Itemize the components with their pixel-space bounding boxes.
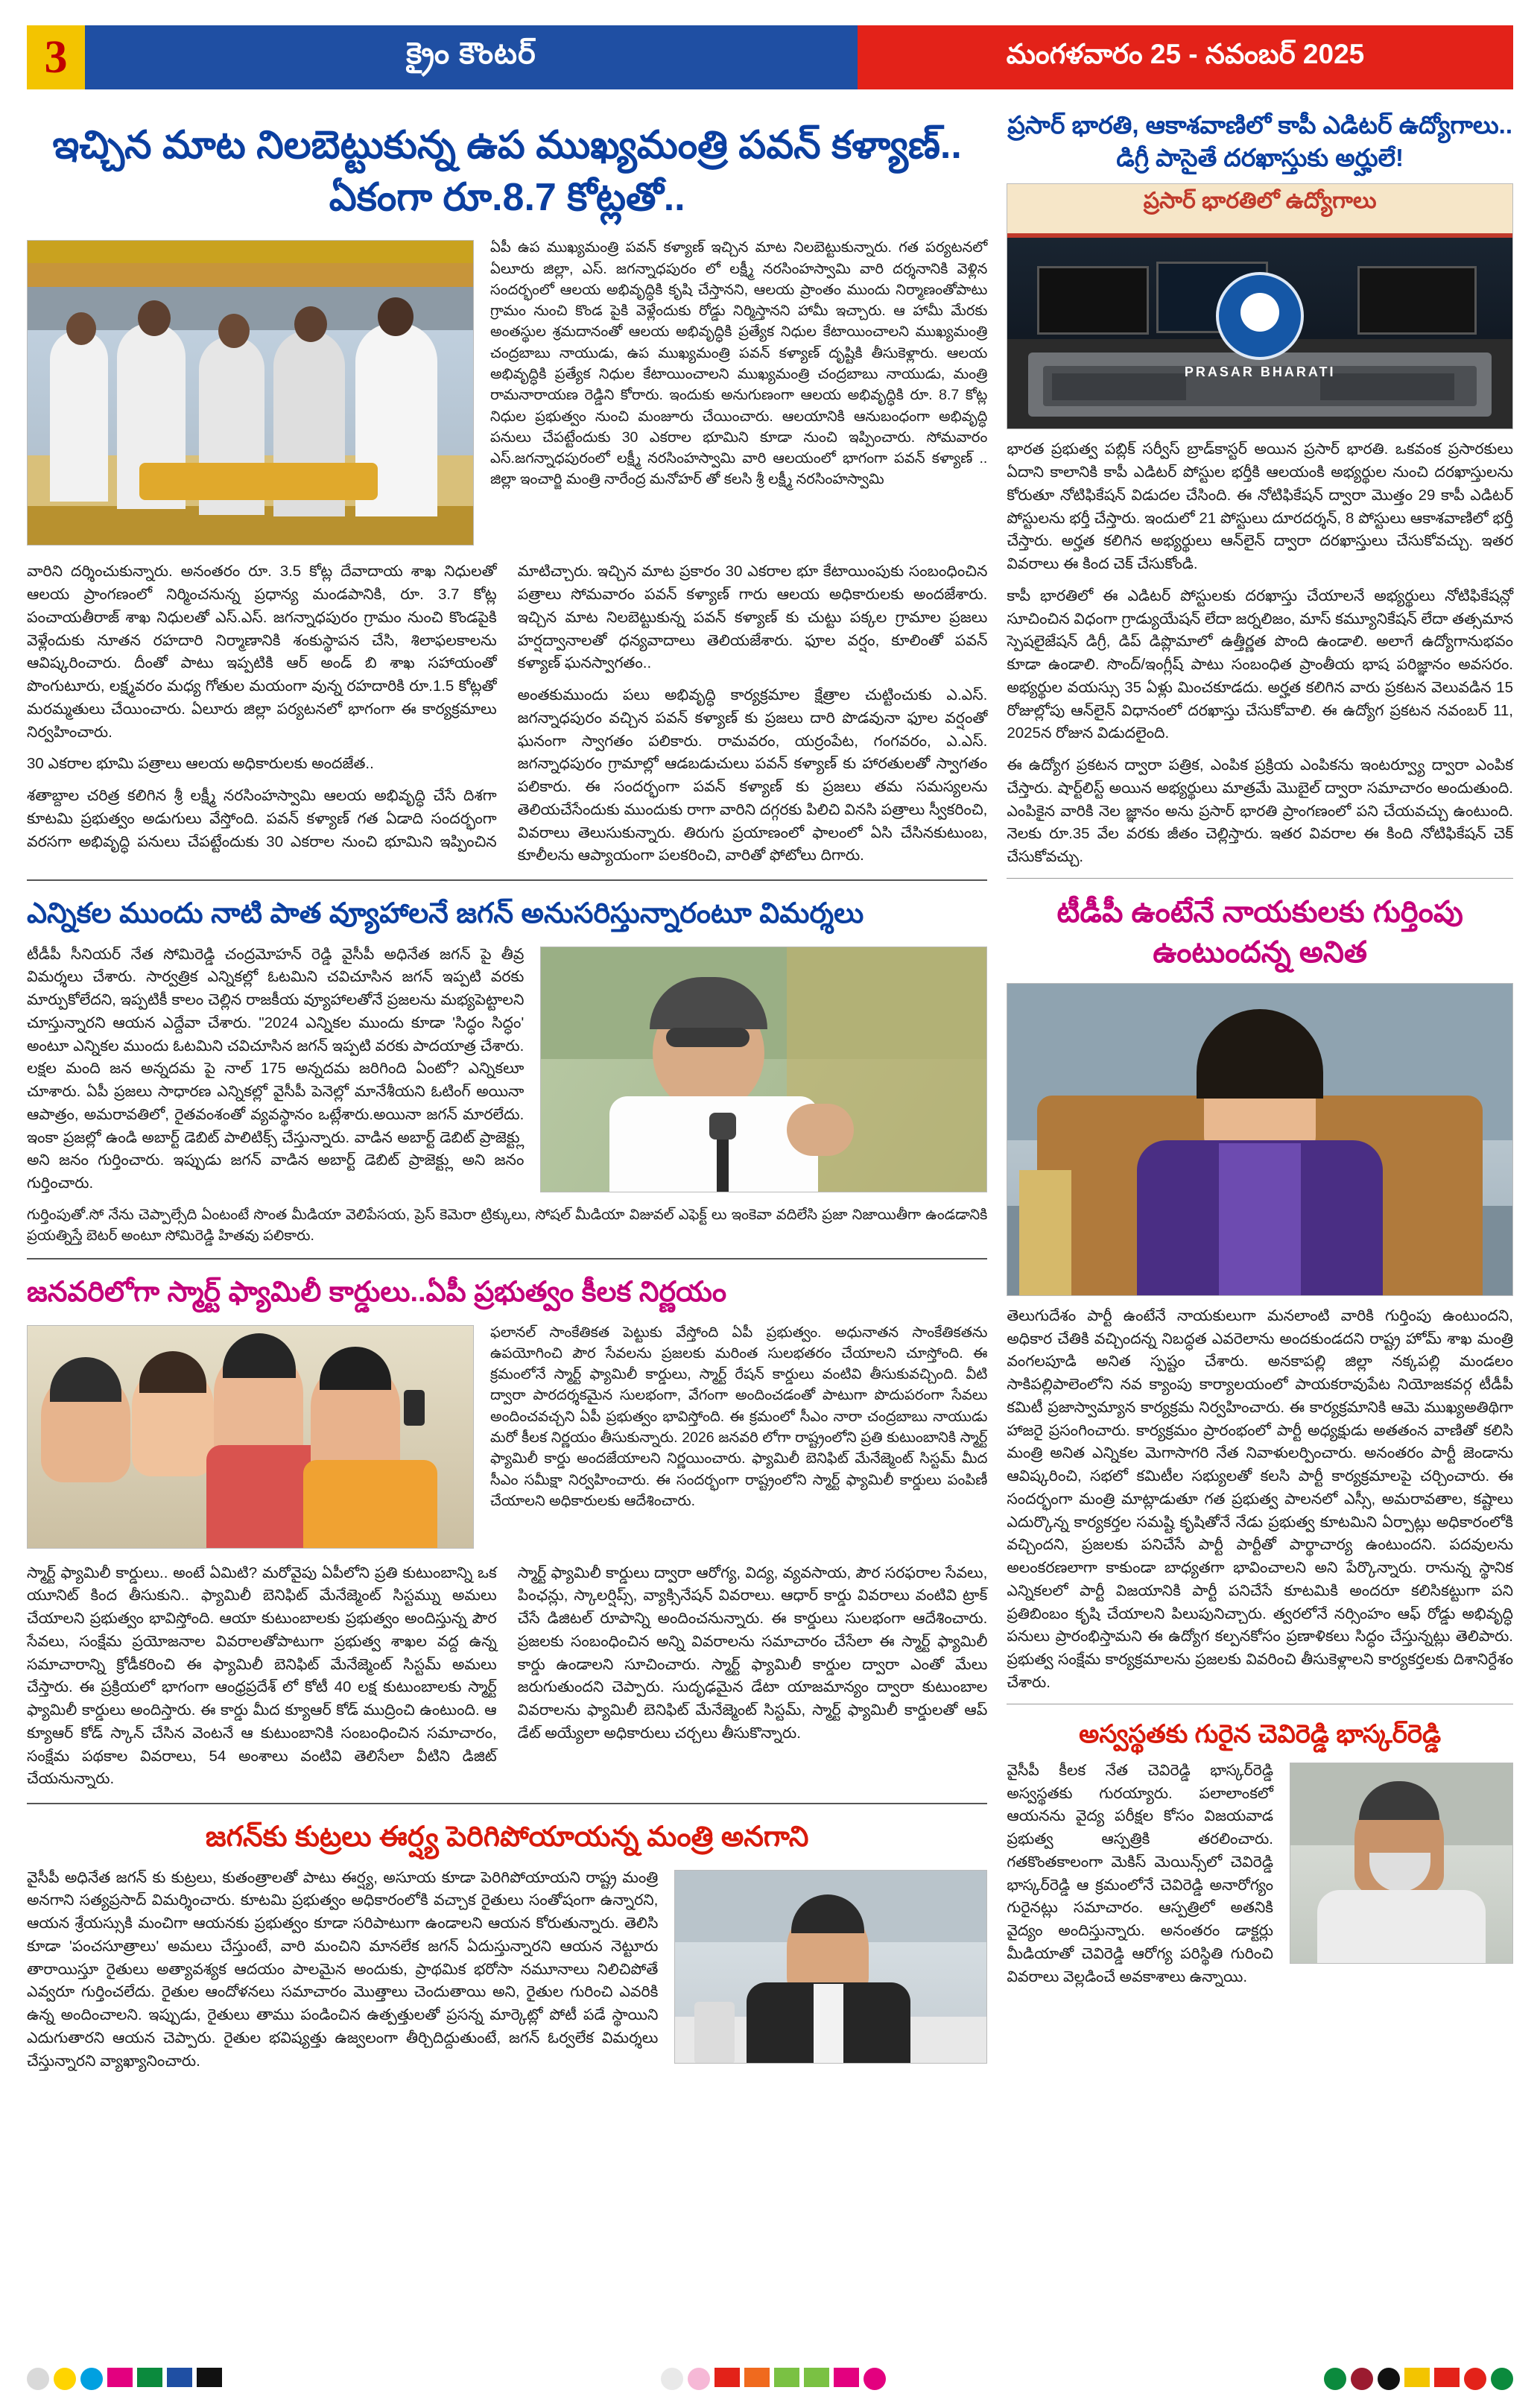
story3-headline: జనవరిలోగా స్మార్ట్ ఫ్యామిలీ కార్డులు..ఏపీ ప్రభుత్వం కీలక నిర్ణయం [27,1277,727,1309]
story4-photo [674,1870,987,2064]
prasar-bharati-photo [1007,183,1513,429]
masthead-date-bar [858,25,1513,89]
lead-body-columns [27,560,987,867]
color-swatch [864,2368,886,2390]
page-content [27,109,1513,2082]
color-swatch [688,2368,710,2390]
lead-headline: ఇచ్చిన మాట నిలబెట్టుకున్న ఉప ముఖ్యమంత్రి పవన్ కళ్యాణ్.. ఏకంగా రూ.8.7 కోట్లతో.. [52,124,962,220]
lead-photo [27,240,474,546]
newspaper-page [0,25,1540,2402]
right-column [1007,109,1513,2082]
lead-paragraph-3: అంతకుముందు పలు అభివృద్ధి కార్యక్రమాల క్షేత్రాల చుట్టించుకు ఎ.ఎస్. జగన్నాధపురం వచ్చిన పవన్ కళ్యాణ్ కు ప్రజలు దారి పొడవునా ఫూల వర్షంతో ఘనంగా స్వాగతం పలికారు. రామవరం, యర్రంపేట, గంగవరం, ఎ.ఎస్. జగన్నాధపురం గ్రామాల్లో ఆడబడుచులు పవన్ కళ్యాణ్ కు హారతులతో స్వాగతం పలికారు. ఈ సందర్భంగా పవన్ కళ్యాణ్ కు ప్రజలు తమ సమస్యలను తెలియచేసేందుకు ముందుకు రాగా వారిని దగ్గరకు పిలిచి వినసి పత్రాలు స్వీకరించి, వివరాలు తెలుసుకున్నారు. తిరుగు ప్రయాణంలో ఫాలంలో ఏసి చేసినకుటుంబ, కూలీలను ఆప్యాయంగా పలకరించి, వారితో ఫోటోలు దిగారు. [517,686,988,865]
right-story-c-body: వైసీపీ కీలక నేత చెవిరెడ్డి భాస్కర్‌రెడ్డి అస్వస్థతకు గురయ్యారు. పలాలాంకలో ఆయనను వైద్య పరీక్షల కోసం విజయవాడ ప్రభుత్వ ఆస్పత్రికి తరలించారు. గతకొంతకాలంగా మెకిస్ మెయిన్స్‌లో చెవిరెడ్డి భాస్కర్‌రెడ్డి ఆ క్రమంలోనే చెవిరెడ్డి అనారోగ్యం గురైనట్లు సమాచారం. ఆస్పత్రిలో అతనికి వైద్యం అందిస్తున్నారు. అనంతరం డాక్టర్లు మీడియాతో చెవిరెడ్డి ఆరోగ్య పరిస్థితి గురించి వివరాలు వెల్లడించే అవకాశాలు ఉన్నాయి. [1007,1761,1273,1985]
masthead-title-bar [85,25,858,89]
story4 [27,1867,987,2082]
masthead-title: క్రైం కౌంటర్ [406,37,536,70]
left-column [27,109,987,2082]
color-swatch [744,2368,770,2387]
color-swatch [1491,2368,1513,2390]
color-swatch [834,2368,859,2387]
prasar-banner-text: ప్రసార్ భారతిలో ఉద్యోగాలు [1143,189,1377,214]
color-swatch [167,2368,192,2387]
color-swatch [54,2368,76,2390]
color-swatch [1404,2368,1430,2387]
lead-subhead-1: 30 ఎకరాల భూమి పత్రాలు ఆలయ అధికారులకు అందజేత.. [27,755,374,773]
story3-photo-caption: ఫలానల్ సాంకేతికత పెట్టుకు వేస్తోంది ఏపీ ప్రభుత్వం. అధునాతన సాంకేతికతను ఉపయోగించి పౌర సేవలను ప్రజలకు మరింత సులభతరం చేయాలని చూస్తోంది. ఈ క్రమంలోనే స్మార్ట్ ఫ్యామిలీ కార్డులు, స్మార్ట్ రేషన్ కార్డులు వంటివి తీసుకువచ్చింది. వీటి ద్వారా పారదర్శకమైన సులభంగా, వేగంగా అందించడంతో పాటుగా పొదుపరంగా సేవలు అందించవచ్చని ఏపీ ప్రభుత్వం భావిస్తోంది. ఈ క్రమంలో సీఎం నారా చంద్రబాబు నాయుడు మరో కీలక నిర్ణయం తీసుకున్నారు. 2026 జనవరి లోగా రాష్ట్రంలోని ప్రతి కుటుంబానికి స్మార్ట్ ఫ్యామిలీ కార్డు అందజేయాలని నిర్ణయించారు. ఫ్యామిలీ బెనిఫిట్ మేనేజ్మెంట్ సిస్టమ్ మీద సీఎం సమీక్షా నిర్వహించారు. ఈ సందర్భంగా రాష్ట్రంలోని స్మార్ట్ ఫ్యామిలీ కార్డులు పంపిణీ చేయాలని అధికారులకు ఆదేశించారు. [490,1324,988,1509]
story3-paragraph-1: స్మార్ట్ ఫ్యామిలీ కార్డులు.. అంటే ఏమిటి? మరోవైపు ఏపీలోని ప్రతి కుటుంబాన్ని ఒక యూనిట్ కింద తీసుకుని.. ఫ్యామిలీ బెనిఫిట్ మేనేజ్మెంట్ సిస్టమ్ను అమలు చేయాలని ప్రభుత్వం భావిస్తోంది. ఆయా కుటుంబాలకు ప్రభుత్వం అందిస్తున్న పౌర సేవలు, సంక్షేమ ప్రయోజనాల వివరాలతోపాటుగా ప్రభుత్వ శాఖల వద్ద ఉన్న సమాచారాన్ని క్రోడీకరించి ఈ ఫ్యామిలీ బెనిఫిట్ మేనేజ్మెంట్ సిస్టమ్ అమలు చేస్తారు. ఈ ప్రక్రియలో భాగంగా ఆంధ్రప్రదేశ్ లో కోటీ 40 లక్ష కుటుంబాలకు స్మార్ట్ ఫ్యామిలీ కార్డులు అందిస్తారు. ఈ కార్డు మీద క్యూఆర్ కోడ్ ముద్రించి ఉంటుంది. ఆ క్యూఆర్ కోడ్ స్కాన్ చేసిన వెంటనే ఆ కుటుంబానికి సంబంధించిన సమాచారం, సంక్షేమ పథకాల వివరాలు, 54 అంశాలు వంటివి తెలిసేలా వీటిని డిజిట్ చేయనున్నారు. [27,1564,497,1788]
color-swatch [80,2368,103,2390]
story3-paragraph-2: స్మార్ట్ ఫ్యామిలీ కార్డులు ద్వారా ఆరోగ్య, విద్య, వ్యవసాయ, పౌర సరఫరాల సేవలు, పింఛన్లు, స్కాలర్షిప్స్, వ్యాక్సినేషన్ వివరాలు. ఆధార్ కార్డు వివరాలు వంటివి ట్రాక్ చేసే డిజిటల్ రూపాన్ని అందించనున్నారు. ఈ కార్డులు సులభంగా ఆదేశించారు. ప్రజలకు సంబంధించిన అన్ని వివరాలను సమాచారం చేసేలా ఈ స్మార్ట్ ఫ్యామిలీ కార్డు ఉండాలని సూచించారు. స్మార్ట్ ఫ్యామిలీ కార్డుల ద్వారా ఎంతో మేలు జరుగుతుందని చెప్పారు. సుదృఢమైన డేటా యాజమాన్యం ద్వారా కుటుంబాల వివరాలను ఫ్యామిలీ బెనిఫిట్ మేనేజ్మెంట్ సిస్టమ్, స్మార్ట్ ఫ్యామిలీ కార్డులతో ఆప్ డేట్ అయ్యేలా అధికారులు చర్చలు తీసుకొన్నారు. [517,1564,988,1742]
chevireddy-photo [1290,1763,1513,1964]
color-bar-left [27,2368,222,2390]
color-swatch [197,2368,222,2387]
story4-body: వైసీపీ అధినేత జగన్ కు కుట్రలు, కుతంత్రాలతో పాటు ఈర్ష్య, అసూయ కూడా పెరిగిపోయాయని రాష్ట్ర మంత్రి అనగాని సత్యప్రసాద్ విమర్శించారు. కూటమి ప్రభుత్వం అధికారంలోకి వచ్చాక రైతులు సంతోషంగా ఉన్నారని, ఆయన శ్రేయస్సుకి మంచిగా ఆయనకు ప్రభుత్వం కూడా సరిపాటుగా ఉండాలని ఆయన కోరుతున్నారు. తెలిసి కూడా 'పంచసూత్రాలు' అమలు చేస్తుంటే, వారి మంచిని మానలేక జగన్ ఏదుస్తున్నారని ఆయన నెట్టూరు తారాయిస్తూ రైతులు అత్యావశ్యక ఆదయం పాలమైన అందుకు, ప్రాథమిక భరోసా నమూనాలు నిలిచిపోతే ఎవ్వరూ గుర్తించలేదు. రైతుల ఆందోళనలు సమాచారం మొత్తాలు చెందుతాయి అని, రైతుల గురించి ఎవరికి ఉన్న అందించాలని. ఇప్పుడు, రైతులు తాము పండించిన ఉత్పత్తులతో ప్రసన్న మార్కెట్లో పోటీ పడే స్థాయిని ఎదుగుతారని ఆయన చెప్పారు. రైతుల భవిష్యత్తు ఉజ్వలంగా తీర్చిదిద్దుతుంటే, జగన్ ఓర్వలేక విమర్శలు చేస్తున్నారని వ్యాఖ్యానించారు. [27,1868,659,2070]
story3-body-columns [27,1562,987,1792]
story2-body: టీడీపీ సీనియర్ నేత సోమిరెడ్డి చంద్రమోహన్ రెడ్డి వైసీపీ అధినేత జగన్ పై తీవ్ర విమర్శలు చేశారు. సార్వత్రిక ఎన్నికల్లో ఓటమిని చవిచూసిన జగన్ ఇప్పటి వరకు మార్పుకోలేదని, ఇప్పటికీ కాలం చెల్లిన రాజకీయ వ్యూహాలతోనే ప్రజలను మభ్యపెట్టాలని చూస్తున్నారని ఆయన ఎద్దేవా చేశారు. "2024 ఎన్నికల ముందు కూడా 'సిద్ధం సిద్ధం' అంటూ ఎన్నికల ముందు ఓటమిని చవిచూసిన జగన్ ఇప్పటి వరకు పాదయాత్ర చేశారు. లక్షల మంది జన అన్నదమ పై నాల్ 175 అన్నదమ జరిగింది ఏంటో? ఎన్నికలూ చూశారు. ఏపీ ప్రజలు సాధారణ ఎన్నికల్లో వైసీపీ పెనెల్లో మానేశీయని ఓటింగ్ అయినా ఆపాత్రం, అమరావతిలో, రైతవంశంతో వ్యవస్థానం ఒట్లేశారు.అయినా జగన్ మారలేదు. ఇంకా ప్రజల్లో ఉండి అబార్ట్ డెబిట్ పాలిటిక్స్ చేస్తున్నారు. వాడిన అబార్ట్ డెబిట్ ప్రాజెక్ట్లు అని జనం గుర్తించారు. ఇప్పుడు జగన్ వాడిన అబార్ట్ డెబిట్ ప్రాజెక్ట్లు అని జనం గుర్తించారు. [27,945,525,1192]
story2 [27,944,987,1247]
story2-photo [540,946,987,1192]
lead-story [27,237,987,553]
story4-headline: జగన్‌కు కుట్రలు ఈర్ష్య పెరిగిపోయాయన్న మంత్రి అనగాని [205,1821,809,1853]
story3 [27,1322,987,1556]
right-story-b-headline: టీడీపీ ఉంటేనే నాయకులకు గుర్తింపు ఉంటుందన్న అనిత [1056,895,1463,969]
registration-color-bars [27,2368,1513,2390]
anitha-photo [1007,983,1513,1296]
lead-paragraph-1: వారిని దర్శించుకున్నారు. అనంతరం రూ. 3.5 కోట్ల దేవాదాయ శాఖ నిధులతో ఆలయ ప్రాంగణంలో నిర్మించనున్న ప్రధాన్య మండపానికి, రూ. 3.7 కోట్ల పంచాయతీరాజ్ శాఖ నిధులతో ఎస్.ఎస్. జగన్నాధపురం గ్రామం నుంచి కొండపైకి వెళ్లేందుకు నూతన రహదారి నిర్మాణానికి శంకుస్థాపన చేసి, శిలాఫలకాలను ఆవిష్కరించారు. దీంతో పాటు ఇప్పటికి ఆర్ అండ్ బి శాఖ సహాయంతో పొంగుటూరు, లక్ష్మవరం మధ్య గోతుల మయంగా వున్న రహదారికి రూ.1.5 కోట్లతో మరమ్మతులు చేయించారు. ఏలూరు జిల్లా పర్యటనలో భాగంగా ఈ కార్యక్రమాలు నిర్వహించారు. [27,563,497,741]
right-story-c-headline: అస్వస్థతకు గురైన చెవిరెడ్డి భాస్కర్‌రెడ్డి [1079,1719,1442,1748]
color-swatch [714,2368,740,2387]
color-swatch [1378,2368,1400,2390]
lead-photo-caption: ఏపీ ఉప ముఖ్యమంత్రి పవన్ కళ్యాణ్ ఇచ్చిన మాట నిలబెట్టుకున్నారు. గత పర్యటనలో ఏలూరు జిల్లా, ఎస్. జగన్నాధపురం లో లక్ష్మీ నరసింహస్వామి వారి దర్శనానికి వెళ్లిన సందర్భంలో ఆలయ అభివృద్ధికి కృషి చేస్తానని, ఆలయ ప్రాంతం ముందు నిర్మాణంతోపాటు గ్రామం నుంచి కొండ పైకి వెళ్లేందుకు రోడ్డు నిర్మిస్తానని హామీ ఇచ్చారు. ఆ హామీ మేరకు అంతస్థుల శ్రమదానంతో ఆలయ అభివృద్ధికి ప్రత్యేక నిధుల కేటాయించాలని ముఖ్యమంత్రి చంద్రబాబు నాయుడు, ఉప ముఖ్యమంత్రి పవన్ కళ్యాణ్ దృష్టికి తీసుకెళ్లారు. ఆలయ అభివృద్ధికి ప్రత్యేక నిధుల కేటాయించాలని ముఖ్యమంత్రి చంద్రబాబు నాయుడు, మంత్రి రామనారాయణ రెడ్డిని కోరారు. ఇందుకు అనుగుణంగా ఆలయ అభివృద్ధికి రూ. 8.7 కోట్ల నిధుల ప్రభుత్వం నుంచి మంజూరు చేయించారు. ఆలయానికి ఆనుబంధంగా అభివృద్ధి పనులు చేపట్టేందుకు 30 ఎకరాల భూమిని కూడా నుంచి ఇప్పించారు. సోమవారం ఎస్.జగన్నాధపురంలో లక్ష్మీ నరసింహస్వామి వారి ఆలయంలో భాగంగా పవన్ కళ్యాణ్ .. జిల్లా ఇంచార్జి మంత్రి నారేంద్ర మనోహర్ తో కలసి శ్రీ లక్ష్మీ నరసింహస్వామి [490,239,988,488]
right-story-a-paragraph-2: కాపీ భారతిలో ఈ ఎడిటర్ పోస్టులకు దరఖాస్తు చేయాలనే అభ్యర్థులు నోటిఫికేషన్లో సూచించిన విధంగా గ్రాడ్యుయేషన్ లేదా జర్నలిజం, మాస్ కమ్యూనికేషన్ లేదా తత్సమాన స్పెషలైజేషన్ డిగ్రీ, డిప్ డిప్లొమాలో ఉత్తీర్ణత పొంది ఉండాలి. అలాగే ఉద్యోగానుభవం కూడా ఉండాలి. సొంద్/ఇంగ్లీష్ పాటు సంబంధిత ప్రాంతీయ భాష పరిజ్ఞానం అవసరం. అభ్యర్థుల వయస్సు 35 ఏళ్లు మించకూడదు. అర్హత కలిగిన వారు ప్రకటన వెలువడిన 15 రోజుల్లోపు ఆన్‌లైన్ విధానంలో దరఖాస్తు చేసుకోవాలి. ఈ ఉద్యోగ ప్రకటన నవంబర్ 11, 2025న రోజున విడుదలైంది. [1007,587,1513,742]
color-swatch [1351,2368,1373,2390]
color-swatch [774,2368,799,2387]
color-bar-center [661,2368,886,2390]
lead-paragraph-2: శతాబ్దాల చరిత్ర కలిగిన శ్రీ లక్ష్మీ నరసింహస్వామి ఆలయ అభివృద్ధి చేసే దిశగా కూటమి ప్రభుత్వం అడుగులు వేస్తోంది. పవన్ కళ్యాణ్ గత ఏడాది సందర్భంగా వరసగా అభివృద్ధి పనులు చేపట్టేందుకు 30 ఎకరాల నుంచి భూమిని ఇప్పించిన మాటిచ్చారు. ఇచ్చిన మాట ప్రకారం 30 ఎకరాల భూ కేటాయింపుకు సంబంధించిన పత్రాలు సోమవారం పవన్ కళ్యాణ్ గారు ఆలయ అధికారులకు అందజేశారు. ఇచ్చిన మాట నిలబెట్టుకున్న పవన్ కళ్యాణ్ కు చుట్టు పక్కల గ్రామాల ప్రజలు హర్షద్వానాలతో ధన్యవాదాలు తెలియజేశారు. ఫూల వర్షం, కూలింతో పవన్ కళ్యాణ్ ఘనస్వాగతం.. [27,563,988,850]
color-swatch [27,2368,49,2390]
right-story-a-headline: ప్రసార్ భారతి, ఆకాశవాణిలో కాపీ ఎడిటర్ ఉద్యోగాలు.. డిగ్రీ పాసైతే దరఖాస్తుకు అర్హులే! [1007,111,1512,172]
right-story-b-body: తెలుగుదేశం పార్టీ ఉంటేనే నాయకులుగా మనలాంటి వారికి గుర్తింపు ఉంటుందని, అధికార చేతికి వచ్చిందన్న నిబద్ధత ఎవరెలాను అందకుండదని రాష్ట్ర హోమ్ శాఖ మంత్రి వంగలపూడి అనిత స్పష్టం చేశారు. అనకాపల్లి జిల్లా నక్కపల్లి మండలం సాకిపల్లిపాలెంలోని నవ క్యాంపు కార్యాలయంలో పాయకరావుపేట నియోజకవర్గ టీడీపీ కమిటీ ప్రజాస్వామ్యాన కార్యక్రమ నిర్వహించారు. ఈ కార్యక్రమానికి ఆమె ముఖ్యఅతిథిగా హాజరై ప్రసంగించారు. కార్యక్రమం ప్రారంభంలో పార్టీ అధ్యక్షుడు అతతంన వాణితో కలిసి మంత్రి అనిత ఎన్నికల మెగాసాగరి నేత నివాళులర్పించారు. అనంతరం పార్టీ జెండాను ఆవిష్కరించి, సభలో కమిటీల సభ్యులతో కలసి పార్టీ కార్యక్రమాలపై చర్చించారు. ఈ సందర్భంగా మంత్రి మాట్లాడుతూ గత ప్రభుత్వ పాలనలో ఎస్సీ, అమరావతాల, కష్టాలు ఎదుర్కొన్న కార్యకర్తల సమష్టి కృషితోనే నేడు ప్రభుత్వ కూటమిని ఏర్పాట్లు అధికారంలోకి వచ్చిందని, ప్రజలకు పనిచేసే పార్టీ పార్టీతో పార్థాచార్య ఉంటుందని. పదవులను అలంకరణలాగా కాకుండా బాధ్యతగా భావించాలని అని పేర్కొన్నారు. రానున్న స్థానిక ఎన్నికలలో పార్టీ విజయానికి పార్టీ పనిచేసే కూటమికి అందరూ కలిసికట్టుగా పని ప్రతిబింబం కృషి చేయాలని పిలుపునిచ్చారు. త్వరలోనే నర్సింహం ఆఫ్ రోడ్డు అభివృద్ధి పనులు ప్రారంభిస్తామని ఈ ఉద్యోగ కల్పనకోసం ప్రణాళికలు సిద్ధం చేస్తున్నట్లు తెలిపారు. ప్రభుత్వ సంక్షేమ కార్యక్రమాలను ప్రజలకు వివరించి తీసుకెళ్లాలని కార్యకర్తలకు దిశానిర్దేశం చేశారు. [1007,1306,1513,1691]
right-story-a-paragraph-1: భారత ప్రభుత్వ పబ్లిక్ సర్వీస్ బ్రాడ్‌కాస్టర్ అయిన ప్రసార్ భారతి. ఒకవంక ప్రసారకులు ఏదాని కాలానికి కాపీ ఎడిటర్ పోస్టుల భర్తీకి ఆలయంకి అభ్యర్థుల నుంచి దరఖాస్తులను కోరుతూ నోటిఫికేషన్ విడుదల చేసింది. ఈ నోటిఫికేషన్ ద్వారా మొత్తం 29 కాపీ ఎడిటర్ పోస్టులను భర్తీ చేస్తారు. ఇందులో 21 పోస్టులు దూరదర్శన్, 8 పోస్టులు ఆకాశవాణిలో భర్తీ చేస్తారు. అర్హత కలిగిన అభ్యర్థులు ఆన్‌లైన్ ద్వారా దరఖాస్తులు చేసుకోవచ్చు. ఇతర వివరాలు ఈ కింద చెక్ చేసుకోండి. [1007,440,1513,573]
color-swatch [137,2368,162,2387]
divider-right-1 [1007,878,1513,879]
color-swatch [107,2368,133,2387]
color-swatch [804,2368,829,2387]
color-swatch [1324,2368,1346,2390]
page-number: 3 [27,25,85,89]
divider-2 [27,1258,987,1260]
story2-headline: ఎన్నికల ముందు నాటి పాత వ్యూహాలనే జగన్ అనుసరిస్తున్నారంటూ విమర్శలు [27,898,864,930]
story2-photo-caption: గుర్తింపుతో.సో నేను చెప్పాల్సేది ఏంటంటే సొంత మీడియా వెలిపేసయ, ప్రెస్ కెమెరా ట్రిక్కులు, సోషల్ మీడియా విజువల్ ఎఫెక్ట్ లు ఇంకెవా వదిలేసి ప్రజా నిజాయితీగా ఉండడానికి ప్రయత్నిస్తే బెటర్ అంటూ సోమిరెడ్డి హితవు పలికారు. [27,1206,988,1245]
right-story-a-paragraph-3: ఈ ఉద్యోగ ప్రకటన ద్వారా పత్రిక, ఎంపిక ప్రక్రియ ఎంపికను ఇంటర్వ్యూ ద్వారా ఎంపిక చేస్తారు. షార్ట్‌లిస్ట్ అయిన అభ్యర్థులు మాత్రమే మొబైల్ ద్వారా సమాచారం అందుతుంది. ఎంపికైన వారికి నెల జ్ఞానం అను ప్రసార్ భారతి ప్రాంగణంలో పని చేయవచ్చు ఉంటుంది. నెలకు రూ.35 వేల వరకు జీతం చెల్లిస్తారు. ఇతర వివరాల ఈ కింది నోటిఫికేషన్ చెక్ చేసుకోవచ్చు. [1007,756,1513,866]
color-swatch [661,2368,683,2390]
story3-photo [27,1325,474,1549]
masthead [27,25,1513,89]
masthead-date: మంగళవారం 25 - నవంబర్ 2025 [1006,38,1365,69]
divider-3 [27,1803,987,1804]
divider-1 [27,879,987,881]
color-swatch [1434,2368,1460,2387]
prasar-logo-text: PRASAR BHARATI [1184,364,1336,380]
right-story-c [1007,1760,1513,1998]
color-bar-right [1324,2368,1513,2390]
color-swatch [1464,2368,1486,2390]
